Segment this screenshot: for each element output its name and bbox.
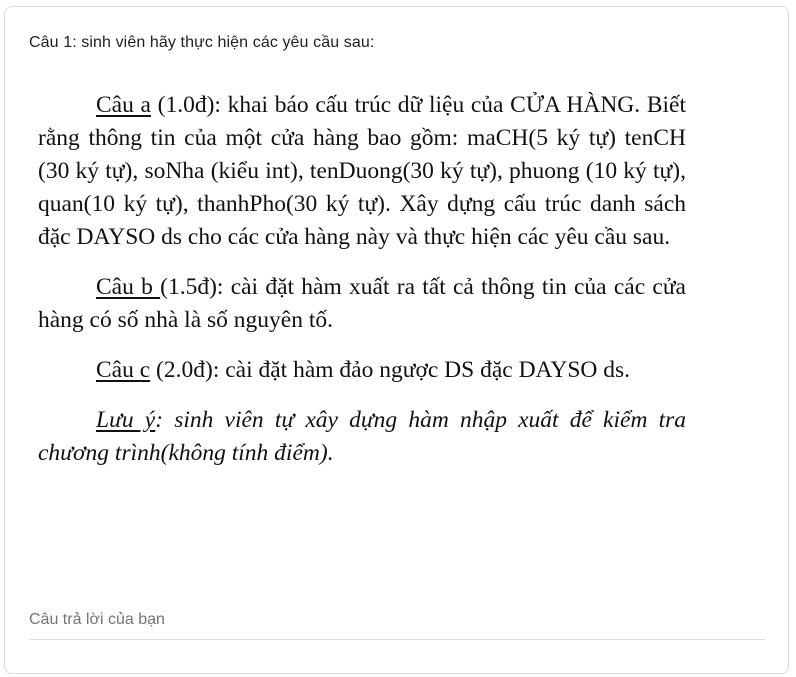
part-c-paragraph	[38, 354, 686, 387]
part-c-text: (2.0đ): cài đặt hàm đảo ngược DS đặc DAYSO ds.	[150, 357, 631, 383]
note-label: Lưu ý	[96, 407, 156, 433]
part-b-text: (1.5đ): cài đặt hàm xuất ra tất cả thông tin của các cửa hàng có số nhà là số nguyên tố.	[38, 274, 686, 333]
part-a-paragraph	[38, 89, 686, 254]
part-c-label: Câu c	[96, 357, 151, 383]
part-b-paragraph	[38, 271, 686, 337]
answer-input[interactable]: Câu trả lời của bạn	[29, 611, 165, 628]
question-title: Câu 1: sinh viên hãy thực hiện các yêu cầu sau:	[29, 34, 375, 51]
note-text: : sinh viên tự xây dựng hàm nhập xuất để kiểm tra chương trình(không tính điểm).	[38, 407, 686, 466]
answer-underline	[29, 639, 765, 640]
question-image	[38, 89, 686, 470]
part-b-label: Câu b	[96, 274, 161, 300]
part-a-label: Câu a	[96, 92, 151, 118]
note-paragraph	[38, 404, 686, 470]
question-card	[4, 6, 789, 674]
part-a-text: (1.0đ): khai báo cấu trúc dữ liệu của CỬA HÀNG. Biết rằng thông tin của một cửa hàng bao gồm: maCH(5 ký tự) tenCH (30 ký tự), soNha (kiểu int), tenDuong(30 ký tự), phuong (10 ký tự), quan(10 ký tự), thanhPho(30 ký tự). Xây dựng cấu trúc danh sách đặc DAYSO ds cho các cửa hàng này và thực hiện các yêu cầu sau.	[38, 92, 686, 250]
